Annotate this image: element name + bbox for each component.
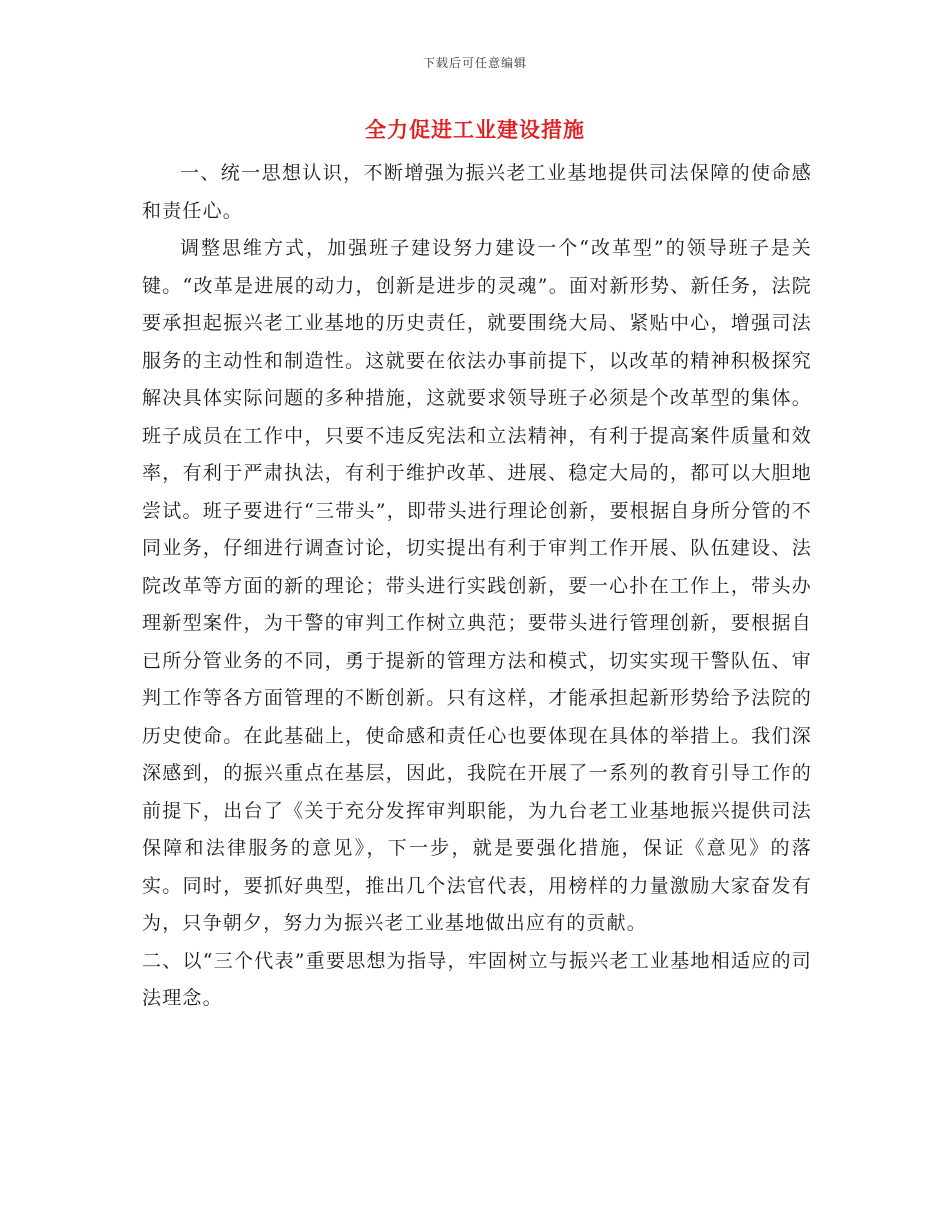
document-title: 全力促进工业建设措施 — [365, 117, 585, 142]
body-paragraph: 调整思维方式，加强班子建设努力建设一个“改革型”的领导班子是关键。“改革是进展的动力，创新是进步的灵魂”。面对新形势、新任务，法院要承担起振兴老工业基地的历史责任，就要围绕大局、紧贴中心，增强司法服务的主动性和制造性。这就要在依法办事前提下，以改革的精神积极探究解决具体实际问题的多种措施，这就要求领导班子必须是个改革型的集体。班子成员在工作中，只要不违反宪法和立法精神，有利于提高案件质量和效率，有利于严肃执法，有利于维护改革、进展、稳定大局的，都可以大胆地尝试。班子要进行“三带头”，即带头进行理论创新，要根据自身所分管的不同业务，仔细进行调查讨论，切实提出有利于审判工作开展、队伍建设、法院改革等方面的新的理论；带头进行实践创新，要一心扑在工作上，带头办理新型案件，为干警的审判工作树立典范；要带头进行管理创新，要根据自已所分管业务的不同，勇于提新的管理方法和模式，切实实现干警队伍、审判工作等各方面管理的不断创新。只有这样，才能承担起新形势给予法院的历史使命。在此基础上，使命感和责任心也要体现在具体的举措上。我们深深感到，的振兴重点在基层，因此，我院在开展了一系列的教育引导工作的前提下，出台了《关于充分发挥审判职能，为九台老工业基地振兴提供司法保障和法律服务的意见》，下一步，就是要强化措施，保证《意见》的落实。同时，要抓好典型，推出几个法官代表，用榜样的力量激励大家奋发有为，只争朝夕，努力为振兴老工业基地做出应有的贡献。 — [142, 237, 812, 934]
section-heading-2: 二、以“三个代表”重要思想为指导，牢固树立与振兴老工业基地相适应的司法理念。 — [142, 949, 812, 1009]
document-body — [142, 155, 812, 1018]
header-note: 下载后可任意编辑 — [422, 56, 527, 70]
section-heading-1: 一、统一思想认识，不断增强为振兴老工业基地提供司法保障的使命感和责任心。 — [142, 162, 812, 222]
